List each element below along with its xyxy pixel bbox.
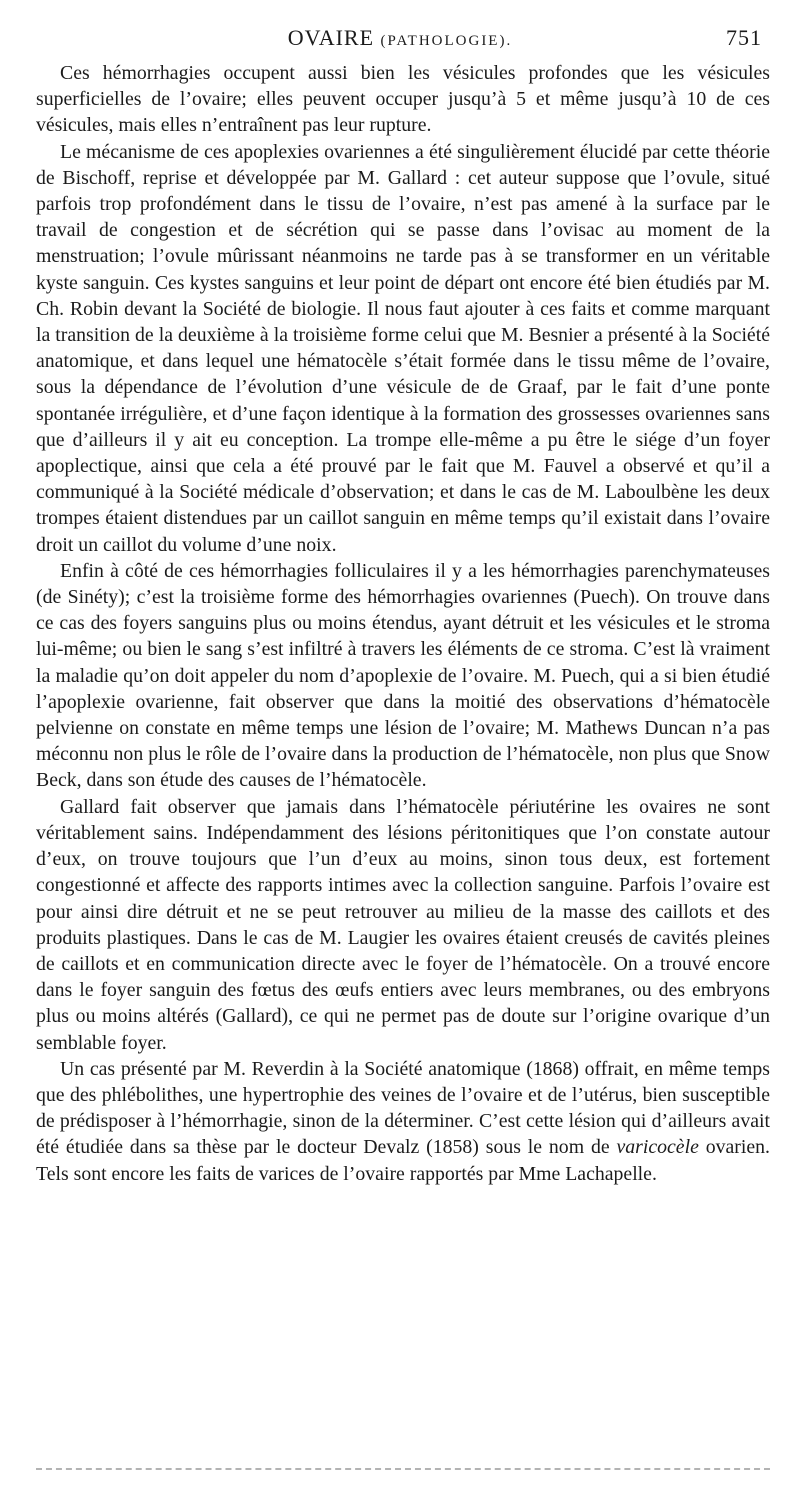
paragraph-5-text-end: ovarien. Tels sont encore les faits de varices de l’ovaire rapportés par Mme Lachapelle. [36,1136,770,1185]
running-title-main: OVAIRE [287,25,375,50]
paragraph-5 [36,1056,770,1187]
body-text [36,60,770,1187]
paragraph-3: Enfin à côté de ces hémorrhagies folliculaires il y a les hémorrhagies parenchymateuses (de Sinéty); c’est la troisième forme des hémorrhagies ovariennes (Puech). On trouve dans ce cas des foyers sanguins plus ou moins étendus, ayant détruit et les vésicules et le stroma lui-même; ou bien le sang s’est infiltré à travers les éléments de ce stroma. C’est là vraiment la maladie qu’on doit appeler du nom d’apoplexie de l’ovaire. M. Puech, qui a si bien étudié l’apoplexie ovarienne, fait observer que dans la moitié des observations d’hématocèle pelvienne on constate en même temps une lésion de l’ovaire; M. Mathews Duncan n’a pas méconnu non plus le rôle de l’ovaire dans la production de l’hématocèle, non plus que Snow Beck, dans son étude des causes de l’hématocèle. [36,559,770,792]
running-head [36,24,764,52]
running-title [36,24,764,55]
paragraph-5-text-start: Un cas présenté par M. Reverdin à la Société anatomique (1868) offrait, en même temps que des phlébolithes, une hypertrophie des veines de l’ovaire et de l’utérus, bien susceptible de prédisposer à l’hémorrhagie, sinon de la déterminer. C’est cette lésion qui d’ailleurs avait été étudiée dans sa thèse par le docteur Devalz (1858) sous le nom de [36,1057,770,1159]
running-title-sub: (PATHOLOGIE). [380,33,513,49]
paragraph-4: Gallard fait observer que jamais dans l’hématocèle périutérine les ovaires ne sont véritablement sains. Indépendamment des lésions péritonitiques que l’on constate autour d’eux, on trouve toujours que l’un d’eux au moins, sinon tous deux, est fortement congestionné et affecte des rapports intimes avec la collection sanguine. Parfois l’ovaire est pour ainsi dire détruit et ne se peut retrouver au milieu de la masse des caillots et des produits plastiques. Dans le cas de M. Laugier les ovaires étaient creusés de cavités pleines de caillots et en communication directe avec le foyer de l’hématocèle. On a trouvé encore dans le foyer sanguin des fœtus des œufs entiers avec leurs membranes, ou des embryons plus ou moins altérés (Gallard), ce qui ne permet pas de doute sur l’origine ovarique d’un semblable foyer. [36,795,770,1054]
italic-term: varicocèle [616,1136,699,1159]
page-number: 751 [726,25,762,50]
footer-rule [36,1468,770,1470]
paragraph-2: Le mécanisme de ces apoplexies ovariennes a été singulièrement élucidé par cette théorie de Bischoff, reprise et développée par M. Gallard : cet auteur suppose que l’ovule, situé parfois trop profondément dans le tissu de l’ovaire, n’est pas amené à la surface par le travail de congestion et de sécrétion qui se passe dans l’ovisac au moment de la menstruation; l’ovule mûrissant néanmoins ne tarde pas à se transformer en un véritable kyste sanguin. Ces kystes sanguins et leur point de départ ont encore été bien étudiés par M. Ch. Robin devant la Société de biologie. Il nous faut ajouter à ces faits et comme marquant la transition de la deuxième à la troisième forme celui que M. Besnier a présenté à la Société anatomique, et dans lequel une hématocèle s’était formée dans le tissu même de l’ovaire, sous la dépendance de l’évolution d’une vésicule de de Graaf, par le fait d’une ponte spontanée irrégulière, et d’une façon identique à la formation des grossesses ovariennes sans que d’ailleurs il y ait eu conception. La trompe elle-même a pu être le siége d’un foyer apoplectique, ainsi que cela a été prouvé par le fait que M. Fauvel a observé et qu’il a communiqué à la Société médicale d’observation; et dans le cas de M. Laboulbène les deux trompes étaient distendues par un caillot sanguin en même temps qu’il existait dans l’ovaire droit un caillot du volume d’une noix. [36,140,770,556]
paragraph-1: Ces hémorrhagies occupent aussi bien les vésicules profondes que les vésicules superficielles de l’ovaire; elles peuvent occuper jusqu’à 5 et même jusqu’à 10 de ces vésicules, mais elles n’entraînent pas leur rupture. [36,62,770,137]
